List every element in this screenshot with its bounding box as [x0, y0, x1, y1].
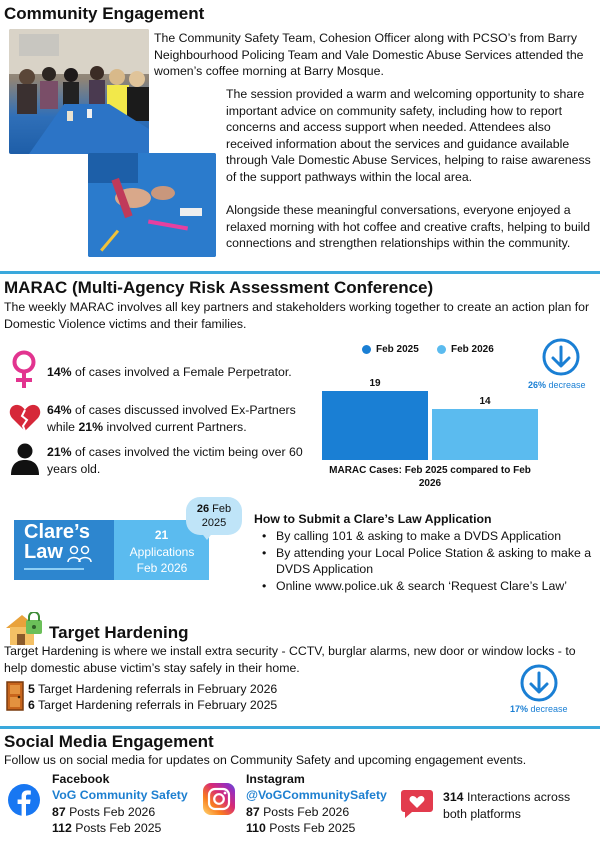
marac-decrease: 26% decrease — [528, 380, 586, 390]
plot-area — [322, 377, 540, 460]
logo-text-line2: Law — [24, 541, 63, 563]
section-divider — [0, 271, 600, 274]
door-icon — [6, 681, 24, 711]
community-paragraph-3: Alongside these meaningful conversations, everyone enjoyed a relaxed morning with hot coffee and creative crafts, helping to build connections and strengthen relationships within the community. — [226, 203, 591, 250]
chart-title: MARAC Cases: Feb 2025 compared to Feb 2026 — [329, 465, 531, 489]
clares-label: Applications Feb 2026 — [129, 545, 195, 575]
legend-label: Feb 2026 — [451, 344, 494, 355]
legend-swatch — [362, 345, 371, 354]
coffee-morning-photo-1 — [9, 29, 149, 154]
down-arrow-circle-icon — [541, 337, 581, 377]
down-arrow-circle-icon — [519, 663, 559, 703]
female-symbol-icon — [10, 350, 38, 390]
legend-swatch — [437, 345, 446, 354]
clares-law-logo — [14, 520, 114, 580]
instagram-posts-2025: 110 Posts Feb 2025 — [246, 821, 356, 835]
target-referrals-2026: 5 Target Hardening referrals in February 2026 — [28, 682, 278, 696]
instagram-handle[interactable]: @VoGCommunitySafety — [246, 788, 387, 802]
stat-over-60: 21% of cases involved the victim being over 60 years old. — [47, 445, 303, 476]
legend-item-feb-2026 — [437, 344, 494, 355]
heart-message-icon — [400, 788, 434, 820]
target-intro: Target Hardening is where we install extra security - CCTV, burglar alarms, new door or window locks - to help domestic abuse victim’s stay safely in their home. — [4, 644, 576, 675]
instagram-posts-2026: 87 Posts Feb 2026 — [246, 805, 350, 819]
community-paragraph-2: The session provided a warm and welcoming opportunity to share important advice on community safety, including how to report concerns and access support when needed. Attendees also received information about the services and guidance available through Vale Domestic Abuse Services, helping to raise awareness of the support pathways within the local area. — [226, 87, 591, 184]
logo-strap-line — [24, 568, 84, 570]
bubble-text: 26 Feb 2025 — [196, 503, 232, 529]
list-item: • By calling 101 & asking to make a DVDS Application — [258, 528, 598, 545]
clares-how-title: How to Submit a Clare’s Law Application — [254, 512, 492, 526]
list-item: • By attending your Local Police Station & asking to make a DVDS Application — [258, 545, 598, 578]
clares-bubble — [186, 497, 242, 535]
bar-value-label: 19 — [369, 378, 381, 389]
legend-label: Feb 2025 — [376, 344, 419, 355]
logo-text-line1: Clare’s — [24, 521, 90, 543]
facebook-posts-2025: 112 Posts Feb 2025 — [52, 821, 162, 835]
marac-title: MARAC (Multi-Agency Risk Assessment Conference) — [4, 278, 434, 297]
bar-feb-2026 — [432, 409, 538, 460]
marac-intro: The weekly MARAC involves all key partners and stakeholders working together to create an action plan for Domestic Violence victims and their families. — [4, 300, 590, 331]
instagram-heading: Instagram — [246, 772, 305, 786]
facebook-handle[interactable]: VoG Community Safety — [52, 788, 188, 802]
list-item: • Online www.police.uk & search ‘Request Clare’s Law’ — [258, 578, 598, 595]
instagram-icon[interactable] — [203, 783, 235, 815]
bubble-tail — [200, 531, 214, 540]
section-divider — [0, 726, 600, 729]
clares-steps — [258, 528, 598, 594]
house-lock-icon — [4, 612, 44, 646]
people-icon — [67, 545, 93, 563]
facebook-heading: Facebook — [52, 772, 110, 786]
marac-chart — [320, 340, 545, 495]
facebook-icon[interactable] — [8, 784, 40, 816]
bar-value-label: 14 — [479, 396, 491, 407]
community-title: Community Engagement — [4, 4, 205, 23]
target-referrals-2025: 6 Target Hardening referrals in February 2025 — [28, 698, 278, 712]
coffee-morning-photo-2 — [88, 153, 216, 257]
stat-ex-partners: 64% of cases discussed involved Ex-Partners while 21% involved current Partners. — [47, 403, 296, 434]
social-interactions: 314 Interactions across both platforms — [443, 790, 571, 821]
facebook-posts-2026: 87 Posts Feb 2026 — [52, 805, 156, 819]
stat-female-perpetrator: 14% of cases involved a Female Perpetrator. — [47, 365, 292, 379]
target-decrease: 17% decrease — [510, 704, 568, 714]
clares-count: 21 — [154, 528, 169, 542]
bar-feb-2025 — [322, 391, 428, 460]
legend-item-feb-2025 — [362, 344, 419, 355]
person-icon — [10, 443, 40, 475]
community-paragraph-1: The Community Safety Team, Cohesion Officer along with PCSO’s from Barry Neighbourhood Policing Team and Vale Domestic Abuse Services attended the women’s coffee morning at Barry Mosque. — [154, 31, 584, 78]
target-title: Target Hardening — [49, 623, 189, 642]
broken-heart-icon — [9, 403, 41, 433]
social-title: Social Media Engagement — [4, 732, 214, 751]
social-intro: Follow us on social media for updates on Community Safety and upcoming engagement events. — [4, 753, 527, 767]
clares-law-panel — [14, 520, 209, 580]
